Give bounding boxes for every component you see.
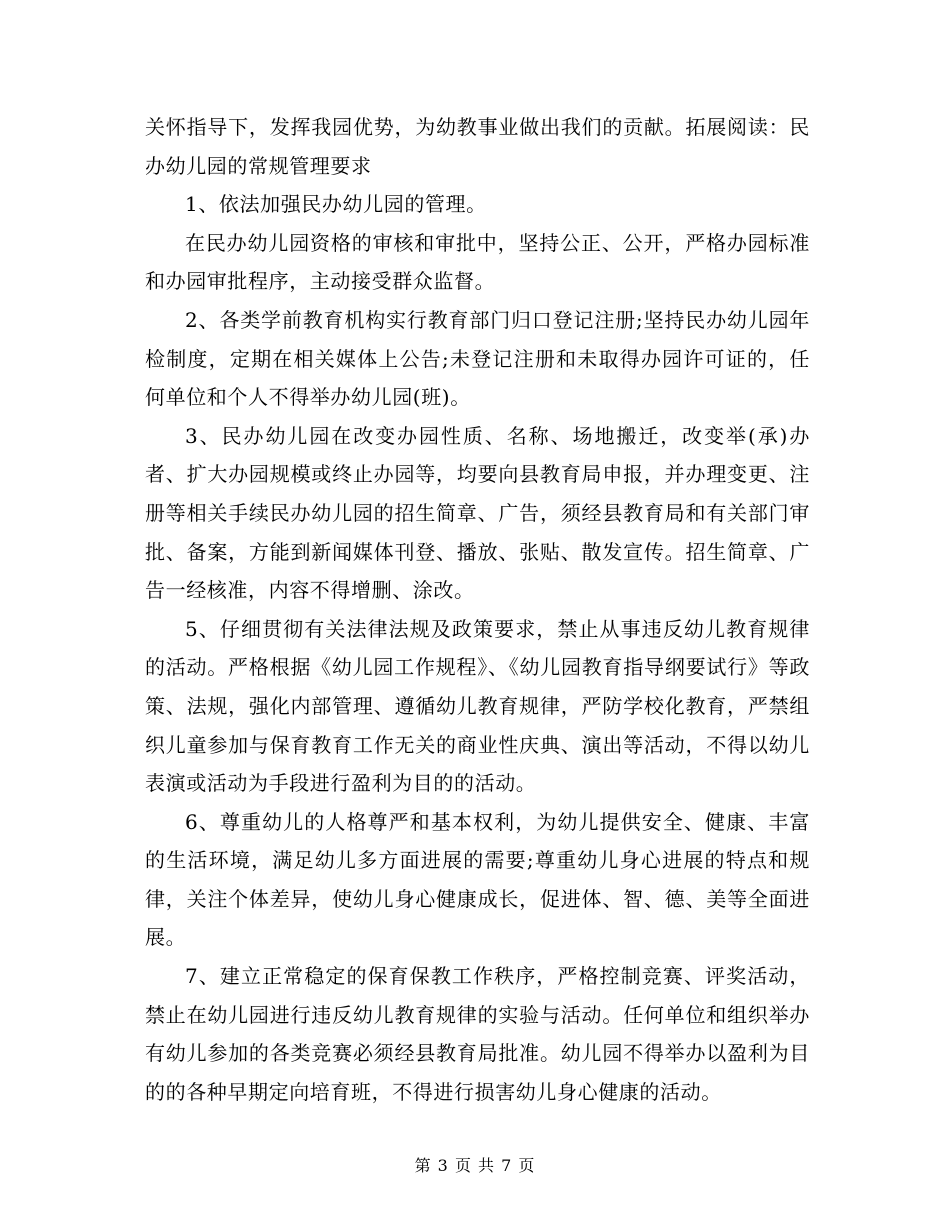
- paragraph-item-2: 2、各类学前教育机构实行教育部门归口登记注册;坚持民办幼儿园年检制度，定期在相关媒体上公告;未登记注册和未取得办园许可证的，任何单位和个人不得举办幼儿园(班)。: [145, 307, 810, 410]
- paragraph-item-7: 7、建立正常稳定的保育保教工作秩序，严格控制竞赛、评奖活动，禁止在幼儿园进行违反幼儿教育规律的实验与活动。任何单位和组织举办有幼儿参加的各类竞赛必须经县教育局批准。幼儿园不得举办以盈利为目的的各种早期定向培育班，不得进行损害幼儿身心健康的活动。: [145, 964, 810, 1104]
- paragraph-item-6: 6、尊重幼儿的人格尊严和基本权利，为幼儿提供安全、健康、丰富的生活环境，满足幼儿多方面进展的需要;尊重幼儿身心进展的特点和规律，关注个体差异，使幼儿身心健康成长，促进体、智、德、美等全面进展。: [145, 809, 810, 950]
- page-number-footer: 第 3 页 共 7 页: [414, 1156, 536, 1175]
- paragraph-item-1: 1、依法加强民办幼儿园的管理。: [185, 192, 487, 217]
- paragraph-item-1-detail: 在民办幼儿园资格的审核和审批中，坚持公正、公开，严格办园标准和办园审批程序，主动接受群众监督。: [145, 230, 810, 294]
- document-body: [145, 108, 810, 1111]
- paragraph-continuation: 关怀指导下，发挥我园优势，为幼教事业做出我们的贡献。拓展阅读：民办幼儿园的常规管理要求: [145, 115, 810, 178]
- paragraph-item-5: 5、仔细贯彻有关法律法规及政策要求，禁止从事违反幼儿教育规律的活动。严格根据《幼儿园工作规程》、《幼儿园教育指导纲要试行》等政策、法规，强化内部管理、遵循幼儿教育规律，严防学校化教育，严禁组织儿童参加与保育教育工作无关的商业性庆典、演出等活动，不得以幼儿表演或活动为手段进行盈利为目的的活动。: [145, 616, 810, 796]
- paragraph-item-3: 3、民办幼儿园在改变办园性质、名称、场地搬迁，改变举(承)办者、扩大办园规模或终止办园等，均要向县教育局申报，并办理变更、注册等相关手续民办幼儿园的招生简章、广告，须经县教育局和有关部门审批、备案，方能到新闻媒体刊登、播放、张贴、散发宣传。招生简章、广告一经核准，内容不得增删、涂改。: [145, 423, 810, 603]
